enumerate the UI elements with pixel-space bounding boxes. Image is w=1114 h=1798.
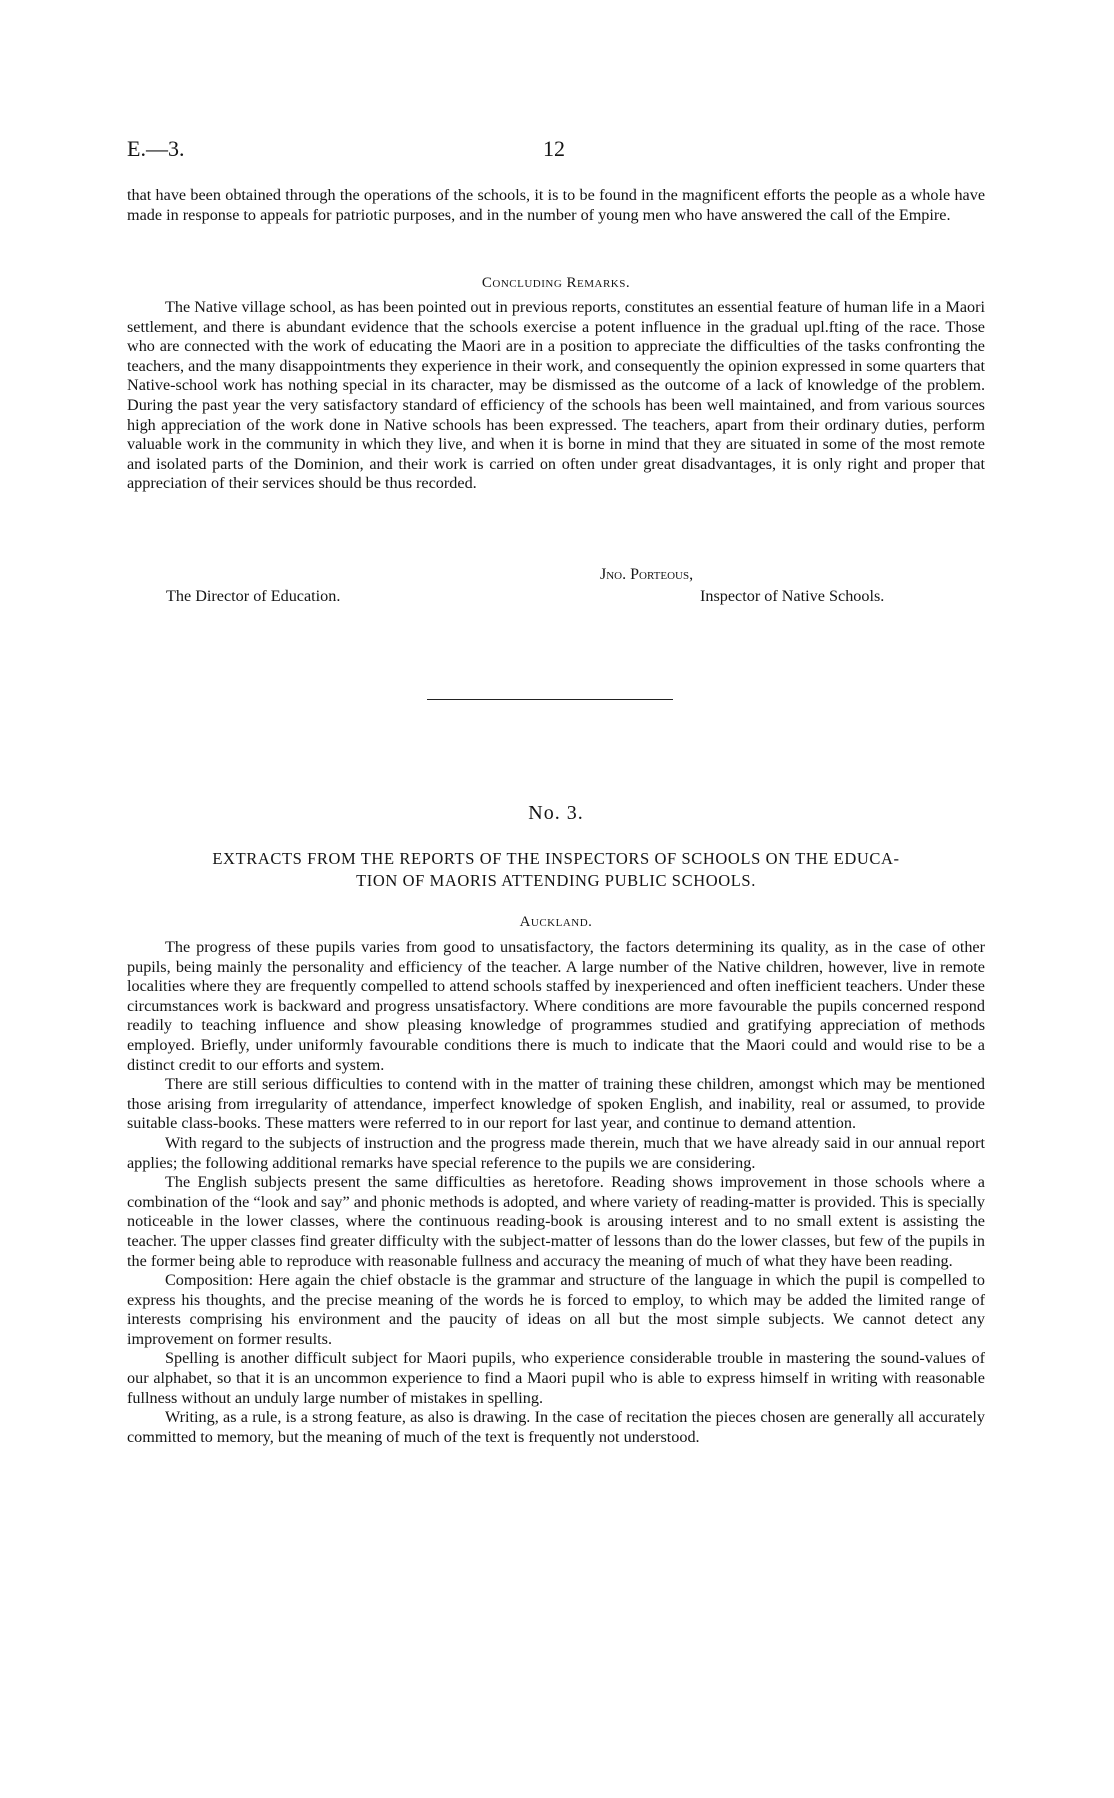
auckland-section-block — [127, 938, 985, 1447]
document-code: E.—3. — [127, 136, 185, 161]
concluding-remarks-heading: Concluding Remarks. — [481, 275, 631, 291]
intro-paragraph: that have been obtained through the operations of the schools, it is to be found in the magnificent efforts the people as a whole have made in response to appeals for patriotic purposes, and in the number of young men who have answered the call of the Empire. — [127, 186, 985, 224]
auckland-heading: Auckland. — [519, 914, 593, 930]
paragraph: The progress of these pupils varies from good to unsatisfactory, the factors determining its quality, as in the case of other pupils, being mainly the personality and efficiency of the teacher. A large number of the Native children, however, live in remote localities where they are frequently compelled to attend schools staffed by inexperienced and often inefficient teachers. Under these circumstances work is backward and progress unsatisfactory. Where conditions are more favourable the pupils concerned respond readily to teaching influence and show pleasing knowledge of programmes studied and gratifying appreciation of methods employed. Briefly, under uniformly favourable conditions there is much to indicate that the Maori could and would rise to be a distinct credit to our efforts and system. — [127, 938, 985, 1074]
paragraph: Spelling is another difficult subject for Maori pupils, who experience considerable trouble in mastering the sound-values of our alphabet, so that it is an uncommon experience to find a Maori pupil who is able to express himself in writing with reasonable fullness without an unduly large number of mistakes in spelling. — [127, 1349, 985, 1407]
addressee: The Director of Education. — [166, 587, 341, 605]
section-title — [127, 848, 985, 892]
intro-paragraph-block — [127, 186, 985, 225]
paragraph: Composition: Here again the chief obstacle is the grammar and structure of the language in which the pupil is compelled to express his thoughts, and the precise meaning of the words he is forced to employ, to which may be added the limited range of interests comprising his environment and the paucity of ideas on all but the most simple subjects. We cannot detect any improvement on former results. — [127, 1271, 985, 1348]
section-number: No. 3. — [528, 802, 584, 824]
paragraph: Writing, as a rule, is a strong feature, as also is drawing. In the case of recitation the pieces chosen are generally all accurately committed to memory, but the meaning of much of the text is frequently not understood. — [127, 1408, 985, 1446]
section-divider — [427, 699, 673, 700]
concluding-paragraph: The Native village school, as has been pointed out in previous reports, constitutes an essential feature of human life in a Maori settlement, and there is abundant evidence that the schools exercise a potent influence in the gradual upl.fting of the race. Those who are connected with the work of educating the Maori are in a position to appreciate the difficulties of the tasks confronting the teachers, and the many disappointments they experience in their work, and consequently the opinion expressed in some quarters that Native-school work has nothing special in its character, may be dismissed as the outcome of a lack of knowledge of the problem. During the past year the very satisfactory standard of efficiency of the schools has been well maintained, and from various sources high appreciation of the work done in Native schools has been expressed. The teachers, apart from their ordinary duties, perform valuable work in the community in which they live, and when it is borne in mind that they are situated in some of the most remote and isolated parts of the Dominion, and their work is carried on often under great disadvantages, it is only right and proper that appreciation of their services should be thus recorded. — [127, 298, 985, 493]
page-header — [127, 136, 987, 166]
concluding-remarks-block — [127, 298, 985, 494]
signature-title: Inspector of Native Schools. — [700, 587, 885, 605]
page-number: 12 — [543, 136, 565, 161]
paragraph: There are still serious difficulties to contend with in the matter of training these children, amongst which may be mentioned those arising from irregularity of attendance, imperfect knowledge of spoken English, and inability, real or assumed, to provide suitable class-books. These matters were referred to in our report for last year, and continue to demand attention. — [127, 1075, 985, 1133]
section-title-line-1: EXTRACTS FROM THE REPORTS OF THE INSPECTORS OF SCHOOLS ON THE EDUCA- — [212, 849, 900, 868]
paragraph: The English subjects present the same difficulties as heretofore. Reading shows improvement in those schools where a combination of the “look and say” and phonic methods is adopted, and where variety of reading-matter is provided. This is specially noticeable in the lower classes, where the continuous reading-book is arousing interest and to no small extent is assisting the teacher. The upper classes find greater difficulty with the subject-matter of lessons than do the lower classes, but few of the pupils in the former being able to reproduce with reasonable fullness and accuracy the meaning of much of what they have been reading. — [127, 1173, 985, 1270]
section-title-line-2: TION OF MAORIS ATTENDING PUBLIC SCHOOLS. — [356, 871, 756, 890]
paragraph: With regard to the subjects of instruction and the progress made therein, much that we have already said in our annual report applies; the following additional remarks have special reference to the pupils we are considering. — [127, 1133, 985, 1172]
signature-name: Jno. Porteous, — [600, 566, 694, 583]
